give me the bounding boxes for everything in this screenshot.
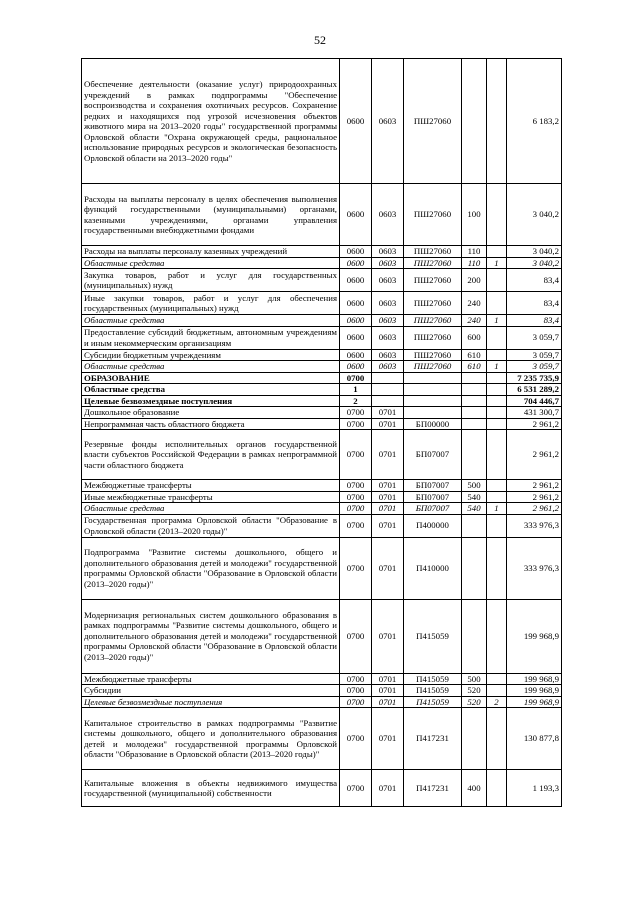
- cell-name: ОБРАЗОВАНИЕ: [82, 372, 340, 384]
- cell-funding-source: [487, 184, 507, 246]
- cell-target-article: П415059: [404, 696, 462, 708]
- cell-name: Модернизация региональных систем дошкольного образования в рамках подпрограммы "Развитие системы дошкольного, общего и дополнительного образования детей и молодежи" государственной программы Орловской области "Образование в Орловской области (2013–2020 годы)": [82, 599, 340, 673]
- cell-funding-source: 1: [487, 361, 507, 373]
- table-row: [82, 269, 562, 292]
- cell-target-article: ПШ27060: [404, 326, 462, 349]
- table-row: [82, 326, 562, 349]
- cell-name: Государственная программа Орловской области "Образование в Орловской области (2013–2020 годы)": [82, 514, 340, 537]
- cell-subsection: 0701: [372, 430, 404, 480]
- cell-subsection: 0603: [372, 269, 404, 292]
- cell-expense-type: [462, 372, 487, 384]
- cell-name: Субсидии: [82, 685, 340, 697]
- cell-amount: 3 040,2: [507, 184, 562, 246]
- table-row: [82, 696, 562, 708]
- cell-section: 0700: [340, 673, 372, 685]
- cell-section: 0700: [340, 514, 372, 537]
- cell-name: Субсидии бюджетным учреждениям: [82, 349, 340, 361]
- cell-name: Расходы на выплаты персоналу в целях обеспечения выполнения функций государственными (муниципальными) органами, казенными учреждениями, органами управления государственными внебюджетными фондами: [82, 184, 340, 246]
- cell-target-article: БП07007: [404, 503, 462, 515]
- cell-funding-source: [487, 326, 507, 349]
- cell-section: 0600: [340, 361, 372, 373]
- cell-target-article: [404, 384, 462, 396]
- cell-subsection: 0701: [372, 407, 404, 419]
- cell-target-article: ПШ27060: [404, 59, 462, 184]
- cell-section: 0700: [340, 708, 372, 770]
- cell-funding-source: 1: [487, 503, 507, 515]
- cell-name: Непрограммная часть областного бюджета: [82, 418, 340, 430]
- cell-subsection: 0701: [372, 770, 404, 807]
- cell-subsection: [372, 395, 404, 407]
- cell-amount: 2 961,2: [507, 491, 562, 503]
- cell-subsection: 0603: [372, 349, 404, 361]
- cell-expense-type: 500: [462, 480, 487, 492]
- cell-target-article: БП07007: [404, 430, 462, 480]
- cell-section: 0700: [340, 696, 372, 708]
- cell-amount: 3 059,7: [507, 361, 562, 373]
- cell-expense-type: [462, 418, 487, 430]
- table-row: [82, 372, 562, 384]
- cell-name: Капитальные вложения в объекты недвижимого имущества государственной (муниципальной) собственности: [82, 770, 340, 807]
- table-row: [82, 361, 562, 373]
- cell-subsection: 0603: [372, 257, 404, 269]
- cell-expense-type: 200: [462, 269, 487, 292]
- cell-expense-type: 110: [462, 246, 487, 258]
- cell-funding-source: [487, 246, 507, 258]
- cell-funding-source: [487, 491, 507, 503]
- cell-funding-source: [487, 395, 507, 407]
- cell-subsection: 0701: [372, 599, 404, 673]
- cell-funding-source: [487, 537, 507, 599]
- cell-subsection: 0701: [372, 480, 404, 492]
- cell-section: 0700: [340, 480, 372, 492]
- cell-subsection: [372, 372, 404, 384]
- cell-expense-type: 540: [462, 503, 487, 515]
- cell-expense-type: 500: [462, 673, 487, 685]
- cell-name: Областные средства: [82, 361, 340, 373]
- cell-amount: 83,4: [507, 269, 562, 292]
- cell-funding-source: [487, 480, 507, 492]
- cell-section: 0600: [340, 184, 372, 246]
- cell-amount: 431 300,7: [507, 407, 562, 419]
- table-row: [82, 770, 562, 807]
- cell-amount: 2 961,2: [507, 480, 562, 492]
- cell-target-article: П415059: [404, 685, 462, 697]
- cell-expense-type: [462, 59, 487, 184]
- cell-target-article: П415059: [404, 673, 462, 685]
- table-row: [82, 349, 562, 361]
- cell-expense-type: 600: [462, 326, 487, 349]
- cell-section: 0600: [340, 246, 372, 258]
- table-row: [82, 503, 562, 515]
- cell-target-article: [404, 407, 462, 419]
- cell-target-article: [404, 372, 462, 384]
- cell-section: 2: [340, 395, 372, 407]
- page-number: 52: [314, 33, 326, 47]
- cell-subsection: 0701: [372, 708, 404, 770]
- cell-expense-type: 110: [462, 257, 487, 269]
- cell-subsection: 0701: [372, 673, 404, 685]
- cell-amount: 199 968,9: [507, 696, 562, 708]
- cell-amount: 130 877,8: [507, 708, 562, 770]
- cell-section: 0700: [340, 418, 372, 430]
- cell-section: 0700: [340, 407, 372, 419]
- table-row: [82, 685, 562, 697]
- cell-funding-source: 2: [487, 696, 507, 708]
- cell-funding-source: [487, 430, 507, 480]
- cell-name: Закупка товаров, работ и услуг для государственных (муниципальных) нужд: [82, 269, 340, 292]
- cell-target-article: ПШ27060: [404, 349, 462, 361]
- table-row: [82, 292, 562, 315]
- cell-subsection: [372, 384, 404, 396]
- cell-expense-type: [462, 407, 487, 419]
- cell-section: 0700: [340, 770, 372, 807]
- cell-subsection: 0603: [372, 246, 404, 258]
- cell-name: Капитальное строительство в рамках подпрограммы "Развитие системы дошкольного, общего и дополнительного образования детей и молодежи" государственной программы Орловской области "Образование в Орловской области (2013–2020 годы)": [82, 708, 340, 770]
- cell-section: 0700: [340, 430, 372, 480]
- table-row: [82, 407, 562, 419]
- cell-section: 0600: [340, 326, 372, 349]
- table-row: [82, 708, 562, 770]
- cell-funding-source: [487, 407, 507, 419]
- cell-amount: 6 531 289,2: [507, 384, 562, 396]
- cell-section: 0600: [340, 59, 372, 184]
- cell-target-article: [404, 395, 462, 407]
- cell-section: 0600: [340, 257, 372, 269]
- cell-amount: 3 059,7: [507, 326, 562, 349]
- cell-name: Иные закупки товаров, работ и услуг для обеспечения государственных (муниципальных) нужд: [82, 292, 340, 315]
- cell-amount: 199 968,9: [507, 599, 562, 673]
- cell-expense-type: [462, 395, 487, 407]
- cell-amount: 83,4: [507, 292, 562, 315]
- cell-section: 0700: [340, 599, 372, 673]
- cell-subsection: 0603: [372, 361, 404, 373]
- cell-target-article: БП00000: [404, 418, 462, 430]
- cell-funding-source: [487, 514, 507, 537]
- cell-name: Дошкольное образование: [82, 407, 340, 419]
- cell-name: Предоставление субсидий бюджетным, автономным учреждениям и иным некоммерческим организациям: [82, 326, 340, 349]
- table-row: [82, 246, 562, 258]
- cell-target-article: П417231: [404, 708, 462, 770]
- budget-table: [81, 58, 562, 807]
- table-row: [82, 673, 562, 685]
- cell-funding-source: 1: [487, 315, 507, 327]
- cell-target-article: П417231: [404, 770, 462, 807]
- table-row: [82, 59, 562, 184]
- cell-amount: 3 040,2: [507, 246, 562, 258]
- cell-section: 0700: [340, 537, 372, 599]
- cell-subsection: 0603: [372, 292, 404, 315]
- cell-target-article: П415059: [404, 599, 462, 673]
- cell-amount: 333 976,3: [507, 514, 562, 537]
- cell-subsection: 0701: [372, 503, 404, 515]
- cell-name: Подпрограмма "Развитие системы дошкольного, общего и дополнительного образования детей и молодежи" государственной программы Орловской области "Образование в Орловской области (2013–2020 годы)": [82, 537, 340, 599]
- cell-amount: 6 183,2: [507, 59, 562, 184]
- cell-amount: 3 040,2: [507, 257, 562, 269]
- table-row: [82, 491, 562, 503]
- cell-section: 0700: [340, 503, 372, 515]
- cell-name: Межбюджетные трансферты: [82, 673, 340, 685]
- cell-target-article: БП07007: [404, 491, 462, 503]
- cell-name: Областные средства: [82, 315, 340, 327]
- cell-section: 0700: [340, 491, 372, 503]
- cell-name: Резервные фонды исполнительных органов государственной власти субъектов Российской Федерации в рамках непрограммной части областного бюджета: [82, 430, 340, 480]
- cell-expense-type: 520: [462, 696, 487, 708]
- cell-target-article: ПШ27060: [404, 269, 462, 292]
- cell-amount: 199 968,9: [507, 685, 562, 697]
- cell-funding-source: [487, 673, 507, 685]
- cell-funding-source: [487, 770, 507, 807]
- table-row: [82, 315, 562, 327]
- cell-amount: 3 059,7: [507, 349, 562, 361]
- cell-expense-type: 240: [462, 315, 487, 327]
- cell-amount: 7 235 735,9: [507, 372, 562, 384]
- cell-name: Областные средства: [82, 384, 340, 396]
- cell-name: Областные средства: [82, 257, 340, 269]
- table-row: [82, 537, 562, 599]
- cell-subsection: 0701: [372, 696, 404, 708]
- cell-target-article: ПШ27060: [404, 361, 462, 373]
- cell-section: 0700: [340, 685, 372, 697]
- table-row: [82, 514, 562, 537]
- cell-funding-source: [487, 349, 507, 361]
- cell-target-article: ПШ27060: [404, 315, 462, 327]
- cell-section: 0600: [340, 269, 372, 292]
- cell-expense-type: 240: [462, 292, 487, 315]
- cell-subsection: 0701: [372, 685, 404, 697]
- cell-funding-source: [487, 372, 507, 384]
- cell-target-article: ПШ27060: [404, 184, 462, 246]
- cell-funding-source: [487, 685, 507, 697]
- cell-name: Расходы на выплаты персоналу казенных учреждений: [82, 246, 340, 258]
- cell-subsection: 0603: [372, 315, 404, 327]
- table-row: [82, 395, 562, 407]
- table-row: [82, 184, 562, 246]
- cell-expense-type: 540: [462, 491, 487, 503]
- cell-name: Целевые безвозмездные поступления: [82, 395, 340, 407]
- cell-expense-type: [462, 430, 487, 480]
- cell-name: Межбюджетные трансферты: [82, 480, 340, 492]
- cell-target-article: ПШ27060: [404, 292, 462, 315]
- cell-expense-type: [462, 599, 487, 673]
- cell-subsection: 0603: [372, 326, 404, 349]
- cell-funding-source: [487, 292, 507, 315]
- cell-name: Областные средства: [82, 503, 340, 515]
- cell-expense-type: [462, 384, 487, 396]
- cell-section: 0700: [340, 372, 372, 384]
- cell-section: 1: [340, 384, 372, 396]
- cell-expense-type: 610: [462, 361, 487, 373]
- cell-funding-source: [487, 59, 507, 184]
- cell-section: 0600: [340, 349, 372, 361]
- cell-amount: 704 446,7: [507, 395, 562, 407]
- cell-target-article: БП07007: [404, 480, 462, 492]
- cell-amount: 333 976,3: [507, 537, 562, 599]
- cell-funding-source: [487, 708, 507, 770]
- cell-expense-type: 400: [462, 770, 487, 807]
- cell-subsection: 0603: [372, 184, 404, 246]
- cell-amount: 2 961,2: [507, 503, 562, 515]
- cell-funding-source: [487, 418, 507, 430]
- cell-name: Иные межбюджетные трансферты: [82, 491, 340, 503]
- cell-expense-type: 100: [462, 184, 487, 246]
- cell-expense-type: [462, 514, 487, 537]
- cell-funding-source: [487, 269, 507, 292]
- cell-amount: 2 961,2: [507, 430, 562, 480]
- cell-funding-source: [487, 599, 507, 673]
- cell-target-article: ПШ27060: [404, 246, 462, 258]
- cell-subsection: 0603: [372, 59, 404, 184]
- cell-target-article: ПШ27060: [404, 257, 462, 269]
- cell-section: 0600: [340, 292, 372, 315]
- cell-subsection: 0701: [372, 537, 404, 599]
- table-row: [82, 384, 562, 396]
- cell-subsection: 0701: [372, 514, 404, 537]
- cell-expense-type: 520: [462, 685, 487, 697]
- table-row: [82, 418, 562, 430]
- table-row: [82, 480, 562, 492]
- cell-expense-type: 610: [462, 349, 487, 361]
- cell-target-article: П410000: [404, 537, 462, 599]
- cell-subsection: 0701: [372, 418, 404, 430]
- cell-expense-type: [462, 537, 487, 599]
- cell-funding-source: [487, 384, 507, 396]
- cell-section: 0600: [340, 315, 372, 327]
- cell-target-article: П400000: [404, 514, 462, 537]
- cell-amount: 2 961,2: [507, 418, 562, 430]
- cell-name: Обеспечение деятельности (оказание услуг) природоохранных учреждений в рамках подпрограммы "Обеспечение воспроизводства и сохранения охотничьих ресурсов. Сохранение редких и находящихся под угрозой исчезновения объектов животного мира на 2013–2020 годы" государственной программы Орловской области "Охрана окружающей среды, рациональное использование природных ресурсов и экологическая безопасность Орловской области на 2013–2020 годы": [82, 59, 340, 184]
- cell-amount: 1 193,3: [507, 770, 562, 807]
- table-row: [82, 257, 562, 269]
- table-row: [82, 599, 562, 673]
- table-row: [82, 430, 562, 480]
- cell-subsection: 0701: [372, 491, 404, 503]
- cell-name: Целевые безвозмездные поступления: [82, 696, 340, 708]
- cell-funding-source: 1: [487, 257, 507, 269]
- cell-amount: 199 968,9: [507, 673, 562, 685]
- cell-expense-type: [462, 708, 487, 770]
- cell-amount: 83,4: [507, 315, 562, 327]
